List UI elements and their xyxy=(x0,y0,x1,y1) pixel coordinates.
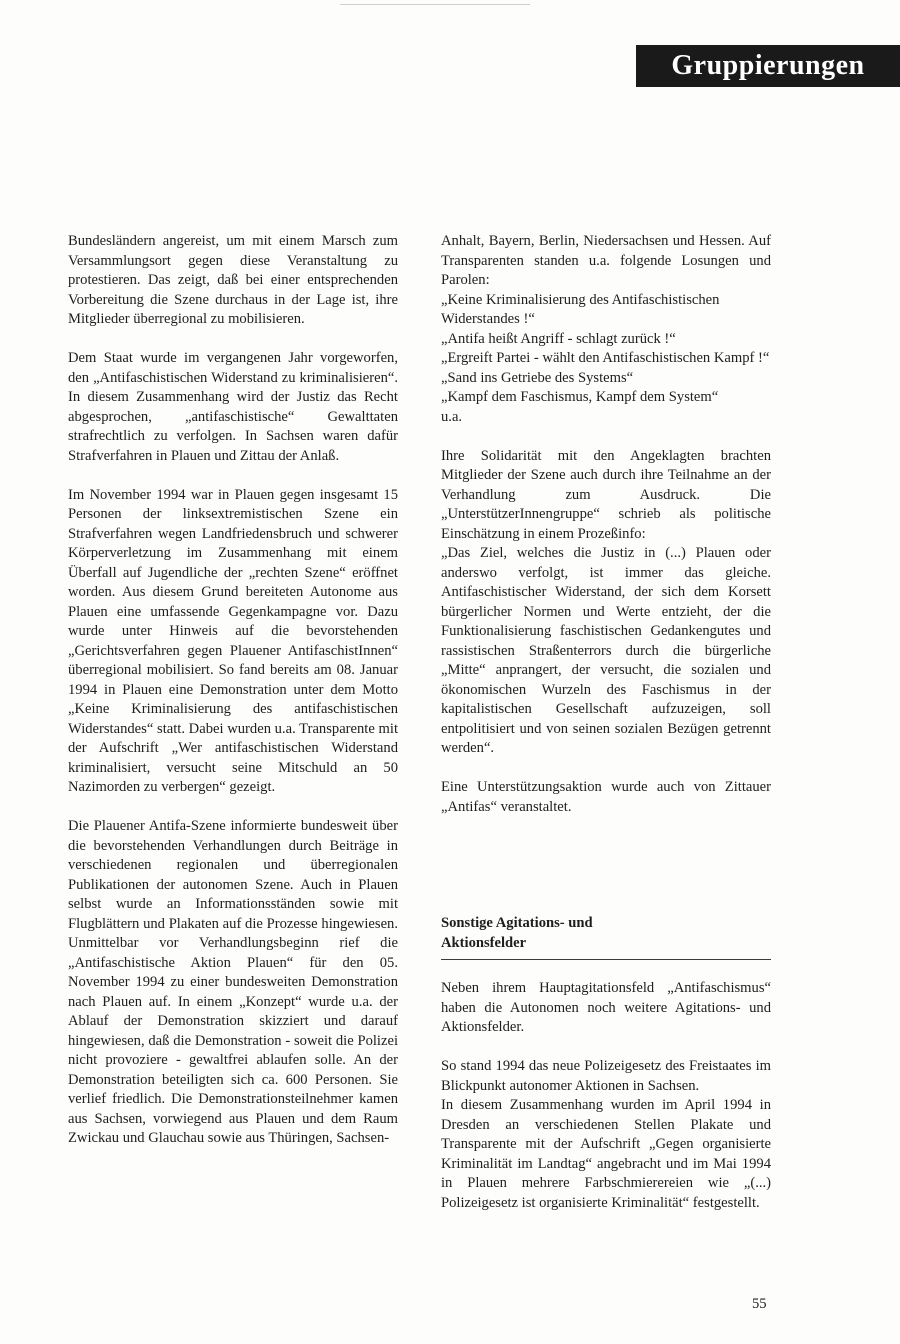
section-heading-line: Aktionsfelder xyxy=(441,934,527,951)
paragraph-police-law-actions: In diesem Zusammenhang wurden im April 1994 in Dresden an verschiedenen Stellen Plakate und Transparente mit der Aufschrift „Gegen organisierte Kriminalität im Landtag“ angebracht und im Mai 1994 in Plauen mehrere Farbschmierereien wie „(...) Polizeigesetz ist organisierte Kriminalität“ festgestellt. xyxy=(441,1097,771,1211)
paragraph-police-law: So stand 1994 das neue Polizeigesetz des Freistaates im Blickpunkt autonomer Aktionen in Sachsen. xyxy=(441,1058,771,1094)
paragraph-plauen-demonstration: Die Plauener Antifa-Szene informierte bundesweit über die bevorstehenden Verhandlungen durch Beiträge in verschiedenen regionalen und überregionalen Publikationen der autonomen Szene. Auch in Plauen selbst wurde an Informationsständen sowie mit Flugblättern und Plakaten auf die Prozesse hingewiesen. Unmittelbar vor Verhandlungsbeginn rief die „Antifaschistische Aktion Plauen“ für den 05. November 1994 zu einer bundesweiten Demonstration nach Plauen auf. In einem „Konzept“ wurde u.a. der Ablauf der Demonstration skizziert und darauf hingewiesen, daß die Demonstration - soweit die Polizei nicht provoziere - gewaltfrei ablaufen solle. An der Demonstration beteiligten sich ca. 600 Personen. Sie verlief friedlich. Die Demonstrationsteilnehmer kamen aus Sachsen, vorwiegend aus Plauen und dem Raum Zwickau und Glauchau sowie aus Thüringen, Sachsen- xyxy=(68,818,398,1146)
paragraph-plauen-trial: Im November 1994 war in Plauen gegen insgesamt 15 Personen der linksextremistischen Szene ein Strafverfahren wegen Landfriedensbruch und schwerer Körperverletzung im Zusammenhang mit einem Überfall auf Jugendliche der „rechten Szene“ eröffnet worden. Aus diesem Grund bereiteten Autonome aus Plauen eine umfassende Gegenkampagne vor. Dazu wurde unter Hinweis auf die bevorstehenden „Gerichtsverfahren gegen Plauener AntifaschistInnen“ überregional mobilisiert. So fand bereits am 08. Januar 1994 in Plauen eine Demonstration unter dem Motto „Keine Kriminalisierung des antifaschistischen Widerstandes“ statt. Dabei wurden u.a. Transparente mit der Aufschrift „Wer antifaschistischen Widerstand kriminalisiert, versucht seine Mitschuld an 50 Nazimorden zu verbergen“ gezeigt. xyxy=(68,486,398,795)
section-heading-line: Sonstige Agitations- und xyxy=(441,915,593,931)
slogan-item: u.a. xyxy=(441,408,463,425)
section-divider xyxy=(441,959,771,960)
paragraph-mobilization: Bundesländern angereist, um mit einem Marsch zum Versammlungsort gegen diese Veranstaltung zu protestieren. Das zeigt, daß bei einer entsprechenden Vorbereitung die Szene durchaus in der Lage ist, ihre Mitglieder überregional zu mobilisieren. xyxy=(68,233,398,327)
paragraph-quote: „Das Ziel, welches die Justiz in (...) Plauen oder anderswo verfolgt, ist immer das gleiche. Antifaschistischer Widerstand, der sich dem Korsett bürgerlicher Normen und Werte entzieht, der die Funktionalisierung faschistischen Gedankengutes und rassistischen Straßenterrors durch die bürgerliche „Mitte“ anprangert, der versucht, die sozialen und ökonomischen Wurzeln des Faschismus in der kapitalistischen Gesellschaft aufzuzeigen, soll entpolitisiert und von seinen sozialen Bezügen getrennt werden“. xyxy=(441,545,771,756)
section-heading xyxy=(441,914,771,959)
slogan-item: „Ergreift Partei - wählt den Antifaschistischen Kampf !“ xyxy=(441,350,770,366)
solidarity-block xyxy=(441,447,771,759)
paragraph-zittau: Eine Unterstützungsaktion wurde auch von Zittauer „Antifas“ veranstaltet. xyxy=(441,779,771,815)
section-header-tab xyxy=(636,45,900,87)
paragraph-agitation-fields: Neben ihrem Hauptagitationsfeld „Antifaschismus“ haben die Autonomen noch weitere Agitations- und Aktionsfelder. xyxy=(441,980,771,1035)
slogan-item: „Keine Kriminalisierung des Antifaschistischen Widerstandes !“ xyxy=(441,291,720,327)
scan-edge-line xyxy=(340,4,530,5)
left-text-column xyxy=(68,232,398,1149)
section-heading-block xyxy=(441,914,771,960)
slogan-item: „Antifa heißt Angriff - schlagt zurück !“ xyxy=(441,330,676,347)
slogans-intro: Anhalt, Bayern, Berlin, Niedersachsen und Hessen. Auf Transparenten standen u.a. folgende Losungen und Parolen: xyxy=(441,233,771,288)
slogan-item: „Sand ins Getriebe des Systems“ xyxy=(441,369,634,386)
paragraph-solidarity: Ihre Solidarität mit den Angeklagten brachten Mitglieder der Szene auch durch ihre Teilnahme an der Verhandlung zum Ausdruck. Die „UnterstützerInnengruppe“ schrieb als politische Einschätzung in einem Prozeßinfo: xyxy=(441,447,771,542)
slogan-item: „Kampf dem Faschismus, Kampf dem System“ xyxy=(441,389,719,405)
paragraph-criminalization: Dem Staat wurde im vergangenen Jahr vorgeworfen, den „Antifaschistischen Widerstand zu kriminalisieren“. In diesem Zusammenhang wird der Justiz das Recht abgesprochen, „antifaschistische“ Gewalttaten strafrechtlich zu verfolgen. In Sachsen waren dafür Strafverfahren in Plauen und Zittau der Anlaß. xyxy=(68,350,398,464)
section-title: Gruppierungen xyxy=(671,50,865,81)
page-number: 55 xyxy=(752,1296,767,1312)
slogans-block xyxy=(441,232,771,427)
right-text-column xyxy=(441,232,771,1213)
police-law-block xyxy=(441,1057,771,1213)
